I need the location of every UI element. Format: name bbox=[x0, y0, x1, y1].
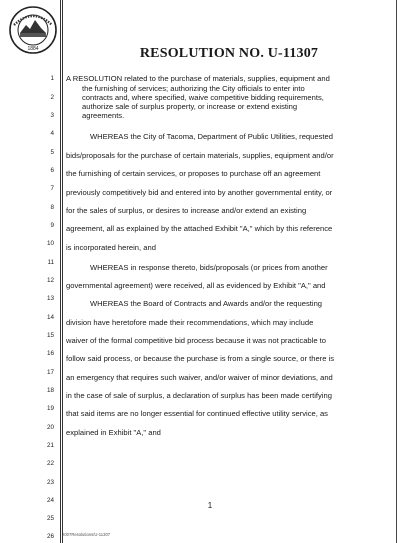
body-line: is incorporated herein, and bbox=[66, 243, 156, 252]
line-number: 22 bbox=[46, 460, 54, 467]
line-number: 6 bbox=[50, 167, 54, 174]
body-line: for the sales of surplus, or desires to increase and/or extend an existing bbox=[66, 206, 307, 215]
left-margin-rule bbox=[60, 0, 61, 543]
body-line: bids/proposals for the purchase of certain materials, supplies, equipment and/or bbox=[66, 151, 334, 160]
line-number: 12 bbox=[46, 277, 54, 284]
line-number: 13 bbox=[46, 295, 54, 302]
line-number: 2 bbox=[50, 94, 54, 101]
body-line: that said items are no longer essential for continued effective utility service, as bbox=[66, 409, 328, 418]
body-line: agreement, all as explained by the attached Exhibit "A," which by this reference bbox=[66, 224, 333, 233]
summary-line: A RESOLUTION related to the purchase of materials, supplies, equipment and bbox=[66, 74, 330, 83]
body-line: previously competitively bid and entered into by another governmental entity, or bbox=[66, 188, 333, 197]
line-number: 19 bbox=[46, 405, 54, 412]
line-number: 21 bbox=[46, 442, 54, 449]
line-number: 26 bbox=[46, 533, 54, 540]
body-line: governmental agreement) were received, all as evidenced by Exhibit "A," and bbox=[66, 281, 326, 290]
line-number: 15 bbox=[46, 332, 54, 339]
body-line: waiver of the formal competitive bid process because it was not practicable to bbox=[66, 336, 327, 345]
summary-line: agreements. bbox=[82, 111, 125, 120]
line-number: 1 bbox=[50, 75, 54, 82]
page-number: 1 bbox=[207, 501, 213, 510]
city-seal-logo bbox=[8, 5, 58, 55]
line-number: 23 bbox=[46, 479, 54, 486]
line-number: 20 bbox=[46, 424, 54, 431]
svg-text:1884: 1884 bbox=[27, 46, 39, 52]
line-number: 9 bbox=[50, 222, 54, 229]
line-number: 25 bbox=[46, 515, 54, 522]
body-line: division have heretofore made their recommendations, which may include bbox=[66, 318, 314, 327]
body-line: an emergency that requires such waiver, and/or waiver of minor deviations, and bbox=[66, 373, 333, 382]
summary-line: contracts and, where specified, waive competitive bidding requirements, bbox=[82, 93, 324, 102]
body-line: in the case of sale of surplus, a declaration of surplus has been made certifying bbox=[66, 391, 332, 400]
left-margin-rule-inner bbox=[62, 0, 63, 543]
summary-line: the furnishing of services; authorizing the City officials to enter into bbox=[82, 84, 305, 93]
line-number: 24 bbox=[46, 497, 54, 504]
body-line: follow said process, or because the purchase is from a single source, or there is bbox=[66, 354, 335, 363]
line-number: 8 bbox=[50, 204, 54, 211]
body-line: explained in Exhibit "A," and bbox=[66, 428, 161, 437]
line-number: 10 bbox=[46, 240, 54, 247]
line-number: 16 bbox=[46, 350, 54, 357]
body-line: the furnishing of certain services, or proposes to purchase off an agreement bbox=[66, 169, 321, 178]
right-margin-rule bbox=[396, 0, 397, 543]
document-footer: 2007Resolutions/U-11307 bbox=[62, 532, 111, 537]
body-line: WHEREAS the Board of Contracts and Awards and/or the requesting bbox=[90, 299, 323, 308]
resolution-title: RESOLUTION NO. U-11307 bbox=[139, 46, 319, 61]
body-line: WHEREAS in response thereto, bids/proposals (or prices from another bbox=[90, 263, 328, 272]
line-number: 11 bbox=[47, 259, 54, 266]
line-number: 14 bbox=[46, 314, 54, 321]
line-number: 18 bbox=[46, 387, 54, 394]
body-line: WHEREAS the City of Tacoma, Department of Public Utilities, requested bbox=[90, 132, 333, 141]
line-number: 7 bbox=[50, 185, 54, 192]
line-number: 4 bbox=[50, 130, 54, 137]
line-number: 17 bbox=[46, 369, 54, 376]
summary-line: authorize sale of surplus property, or increase or extend existing bbox=[82, 102, 298, 111]
line-number: 5 bbox=[50, 149, 54, 156]
line-number: 3 bbox=[50, 112, 54, 119]
